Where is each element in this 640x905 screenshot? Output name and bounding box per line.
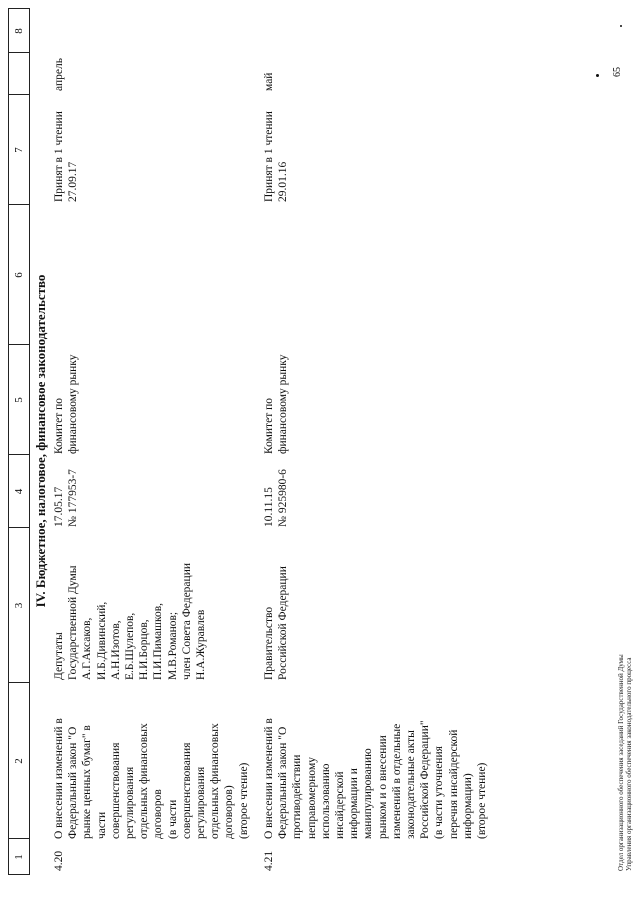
footer-line-1: Отдел организационного обеспечения заседаний Государственной Думы — [617, 654, 625, 871]
table-header-bottom-border — [29, 9, 30, 875]
bill-committee: Комитет по финансовому рынку — [53, 354, 80, 454]
bill-month: май — [263, 72, 275, 91]
row-number: 4.21 — [263, 850, 275, 871]
bill-committee: Комитет по финансовому рынку — [263, 354, 290, 454]
row-number: 4.20 — [53, 850, 65, 871]
bill-title: О внесении изменений в Федеральный закон "О рынке ценных бумаг" в части совершенствования регулирования отдельных финансовых договоров (в части совершенствования регулирования отдельных финансовых договоров) (второе чтение) — [53, 718, 250, 839]
col-header-3: 3 — [13, 602, 25, 609]
section-title: IV. Бюджетное, налоговое, финансовое законодательство — [33, 274, 48, 608]
col-header-2: 2 — [13, 758, 25, 764]
bill-status: Принят в 1 чтении 27.09.17 — [53, 111, 80, 202]
col-header-7: 7 — [13, 147, 25, 153]
bill-author: Депутаты Государственной Думы А.Г.Аксаков, И.Б.Дивинский, А.Н.Изотов, Е.Б.Шулепов, Н.И.Борцов, П.И.Пимашков, М.В.Романов; член Совета Федерации Н.А.Журавлев — [53, 563, 208, 680]
bill-author: Правительство Российской Федерации — [263, 566, 290, 680]
col-header-4: 4 — [13, 488, 25, 495]
bill-month: апрель — [53, 58, 65, 91]
col-header-6: 6 — [13, 272, 25, 278]
col-header-8: 8 — [13, 28, 25, 34]
bill-date-number: 17.05.17 № 177953-7 — [53, 469, 80, 527]
bill-date-number: 10.11.15 № 925980-6 — [263, 469, 290, 527]
page-footer — [617, 371, 633, 871]
bill-title: О внесении изменений в Федеральный закон "О противодействии неправомерному использованию инсайдерской информации и манипулированию рынком и о внесении изменений в отдельные законодательные акты Российской Федерации" (в части уточнения перечня инсайдерской информации) (второе чтение) — [263, 718, 489, 839]
page-number: 65 — [612, 67, 623, 77]
bill-status: Принят в 1 чтении 29.01.16 — [263, 111, 290, 202]
scan-speck — [620, 25, 622, 27]
footer-line-2: Управления организационного обеспечения законодательного процесса — [625, 657, 633, 871]
scan-speck — [596, 74, 599, 77]
table-top-border — [8, 9, 9, 875]
col-header-5: 5 — [13, 397, 25, 403]
col-header-1: 1 — [13, 854, 25, 860]
